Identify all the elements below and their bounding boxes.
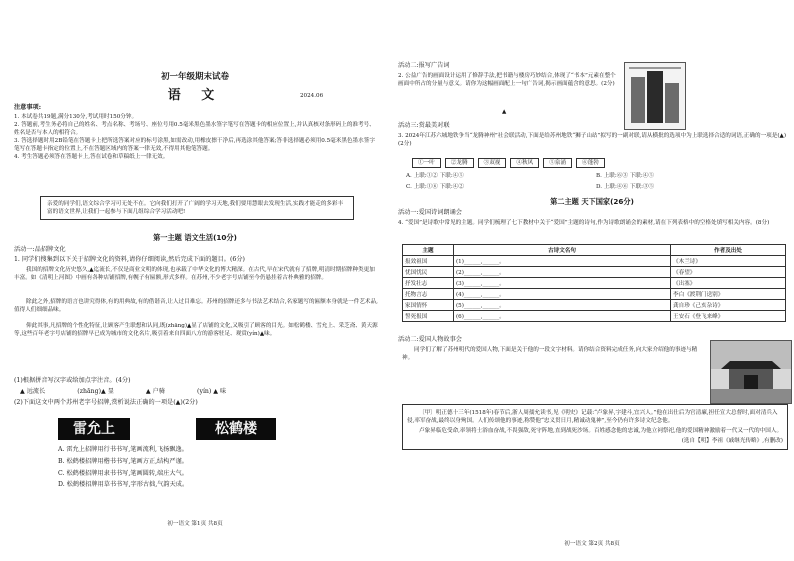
theme1-heading: 第一主题 语文生活(10分) — [153, 233, 237, 242]
right-page — [392, 0, 794, 561]
passage-b: 卢象昇临危受命,率领将士浴血奋战,不畏强敌,死守阵地,直到战死沙场。百姓感念他的忠诚,为他立祠祭祀,他的爱国精神激励着一代又一代的中国人。 — [419, 428, 783, 434]
theme2-heading: 第二主题 天下国家(26分) — [550, 197, 634, 206]
intro-box — [40, 196, 354, 220]
notes-list — [14, 113, 378, 161]
word-chip: ②龙腾 — [445, 158, 474, 168]
ad-image — [624, 62, 686, 130]
word-choices — [412, 158, 605, 168]
note-item: 2. 答题前,考生务必将自己的姓名、考点名称、考场号、座位号用0.5毫米黑色墨水签字笔写在答题卡的相应位置上,并认真核对条形码上的准考号、姓名是否与本人的相符合。 — [14, 122, 375, 136]
exam-date: 2024.06 — [300, 93, 324, 99]
table-row: 报效祖国 (1)______,______。 《木兰诗》 — [403, 256, 786, 267]
word-chip: ④秋风 — [510, 158, 539, 168]
word-chip: ①一叶 — [412, 158, 441, 168]
fill-blanks — [20, 388, 380, 397]
poem-table — [402, 244, 786, 322]
word-chip: ⑤泉涌 — [543, 158, 572, 168]
plaque-songhelou: 松鹤楼 — [196, 418, 276, 440]
passage-p1: 我国的招牌文化历史悠久,▲迄流长,不仅是商业文明的体现,也承载了中华文化的博大精深。在古代,早在宋代就有了招牌,明清时期招牌种类更加丰富。如《清明上河图》中画有各种店铺招牌,有幌子有匾额,形式多样。在苏州,不少老字号店铺至今仍悬挂着古朴典雅的招牌。 — [14, 267, 375, 281]
sub-question-2: (2)下面这文中两个苏州老字号招牌,赏析说法正确的一项是(▲)(2分) — [14, 399, 198, 406]
table-row: 抒发壮志 (3)______,______。 《出塞》 — [403, 278, 786, 289]
activity3-heading: 活动三:赏最美对联 — [398, 122, 450, 129]
question-4: 4. “爱国”是诗歌中常见的主题。同学们梳理了七下教材中关于“爱国”主题的诗句,作为诗歌朗诵会的素材,请在下列表格中的空格处填写相关内容。(8分) — [398, 220, 770, 226]
notes-heading: 注意事项: — [14, 104, 42, 111]
temple-photo — [710, 340, 792, 404]
passage-p3: 仰此其事,凡招牌的个性化特征,让顾客产生联想和认同,既(zhāng)▲显了店铺的文化,又吸引了顾客的目光。如松鹤楼、雪允上、采芝斋、黄天源等,这些百年老字号店铺的招牌早已成为城市的文化名片,吸引着来自四面八方的游客驻足、观赏(yín)▲味。 — [14, 323, 378, 337]
table-header-row: 主题 古诗文名句 作者及出处 — [403, 245, 786, 256]
passage-source: (选自【明】李祖《戚继光传略》,有删改) — [681, 438, 783, 444]
options-list — [58, 446, 368, 490]
fill-blank[interactable]: ▲ 远流长 — [20, 388, 46, 395]
left-page — [0, 0, 392, 561]
passage-a: 〔甲〕明正德十三年(1518年)春节后,浙人周孺允读书,见《明史》记载:“卢象昇,字建斗,宜兴人。”他在出仕后为官清廉,担任宣大总督时,面对清兵入侵,率军奋战,最终以身殉国。人们传颂他的事迹,称赞他“忠义贯日月,精诚动鬼神”,至今仍有许多诗文纪念他。 — [407, 410, 778, 424]
activity1-heading: 活动一:品招牌文化 — [14, 246, 66, 253]
fill-blank[interactable]: (zhāng)▲ 显 — [77, 388, 114, 395]
note-item: 4. 考生答题必须答在答题卡上,答在试卷和草稿纸上一律无效。 — [14, 154, 169, 160]
fill-blank[interactable]: (yín) ▲ 味 — [197, 388, 227, 395]
sub-question-1: (1)根据拼音写汉字或给加点字注音。(4分) — [14, 377, 131, 384]
activity2b-heading: 活动二:爱国人物故事会 — [398, 336, 462, 343]
option-b[interactable]: B. 松鹤楼招牌用楷书书写,笔画方正,结构严谨。 — [58, 457, 188, 465]
question-3: 3. 2024年江苏六城地铁争当“龙腾神州”社会联活动,下面是给苏州地铁“狮子山站”拟写的一副对联,请从横批的选项中为上联选择合适的词语,正确的一项是(▲)(2分) — [398, 133, 787, 147]
passage-box — [402, 404, 788, 450]
page-footer: 初一语文 第1页 共8页 — [167, 521, 223, 527]
subject-title: 语 文 — [167, 88, 223, 103]
question-5-intro: 同学们了解了苏州明代的爱国人物,下面是关于他的一段文字材料。请你结合资料完成任务,向大家介绍他的事迹与精神。 — [402, 347, 698, 361]
choice-a[interactable]: A. 上联:①② 下联:④⑤ — [406, 173, 464, 179]
activity1b-heading: 活动一:爱国诗词朗诵会 — [398, 209, 462, 216]
choice-d[interactable]: D. 上联:④⑥ 下联:③⑤ — [596, 184, 655, 190]
note-item: 1. 本试卷共19题,满分130分,考试用时150分钟。 — [14, 114, 138, 120]
option-d[interactable]: D. 松鹤楼招牌用草书书写,字形古拙,气韵天成。 — [58, 481, 189, 489]
exam-title: 初一年级期末试卷 — [160, 72, 229, 82]
page-footer: 初一语文 第2页 共8页 — [564, 541, 620, 547]
word-chip: ⑥蓬勃 — [576, 158, 605, 168]
plaque-leiyunshang: 雷允上 — [58, 418, 130, 440]
table-row: 誓死报国 (6)______,______。 王安石《登飞来峰》 — [403, 311, 786, 322]
table-row: 忧国忧民 (2)______,______。 《春望》 — [403, 267, 786, 278]
choice-c[interactable]: C. 上联:①⑥ 下联:④② — [406, 184, 464, 190]
question-2: 2. 公益广告的画面设计运用了修辞手法,把书籍与楼房巧妙结合,体现了“书本”元素在整个画面中所占的分量与意义。请你为这幅画面配上一句广告词,揭示画面蕴含的意思。(2分) — [398, 73, 616, 87]
note-item: 3. 答选择题时用2B铅笔在答题卡上把所选答案对应的标号涂黑,如需改动,用橡皮擦干净后,再选涂其他答案;答非选择题必须用0.5毫米黑色墨水签字笔写在答题卡指定的位置上,不在答题区域内的答案一律无效,不得用其他笔答题。 — [14, 138, 375, 152]
table-row: 托物言志 (4)______,______。 李白《渡荆门送别》 — [403, 289, 786, 300]
table-row: 家国情怀 (5)______,______。 龚自珍《己亥杂诗》 — [403, 300, 786, 311]
question-1: 1. 同学们搜集到以下关于招牌文化的资料,请你仔细阅读,然后完成下面的题目。(6分) — [14, 256, 245, 263]
option-a[interactable]: A. 雷允上招牌用行书书写,笔画流利,飞扬飘逸。 — [58, 446, 188, 453]
fill-blank[interactable]: ▲ 户骑 — [145, 388, 166, 395]
option-c[interactable]: C. 松鹤楼招牌用隶书书写,笔画圆转,端庄大气。 — [58, 469, 188, 477]
answer-choices — [406, 172, 786, 191]
passage-p2: 除此之外,招牌的语言也讲究得体,有的用典故,有的借谐音,让人过目难忘。苏州的招牌还多与书法艺术结合,名家题写的匾额本身就是一件艺术品,值得人们细细品味。 — [14, 299, 378, 313]
choice-b[interactable]: B. 上联:⑥③ 下联:④⑤ — [596, 173, 654, 179]
activity2-heading: 活动二:报写广告词 — [398, 62, 450, 69]
word-chip: ③双视 — [478, 158, 507, 168]
answer-arrow[interactable]: ▲ — [502, 109, 507, 115]
intro-text: 亲爱的同学们,语文综合学习可无处不在。它向我们打开了广阔的学习天地,我们要用慧眼去发现生活,实践才能走的多彩丰富的语文世界,让我们一起参与下面几组综合学习活动吧! — [47, 201, 344, 215]
